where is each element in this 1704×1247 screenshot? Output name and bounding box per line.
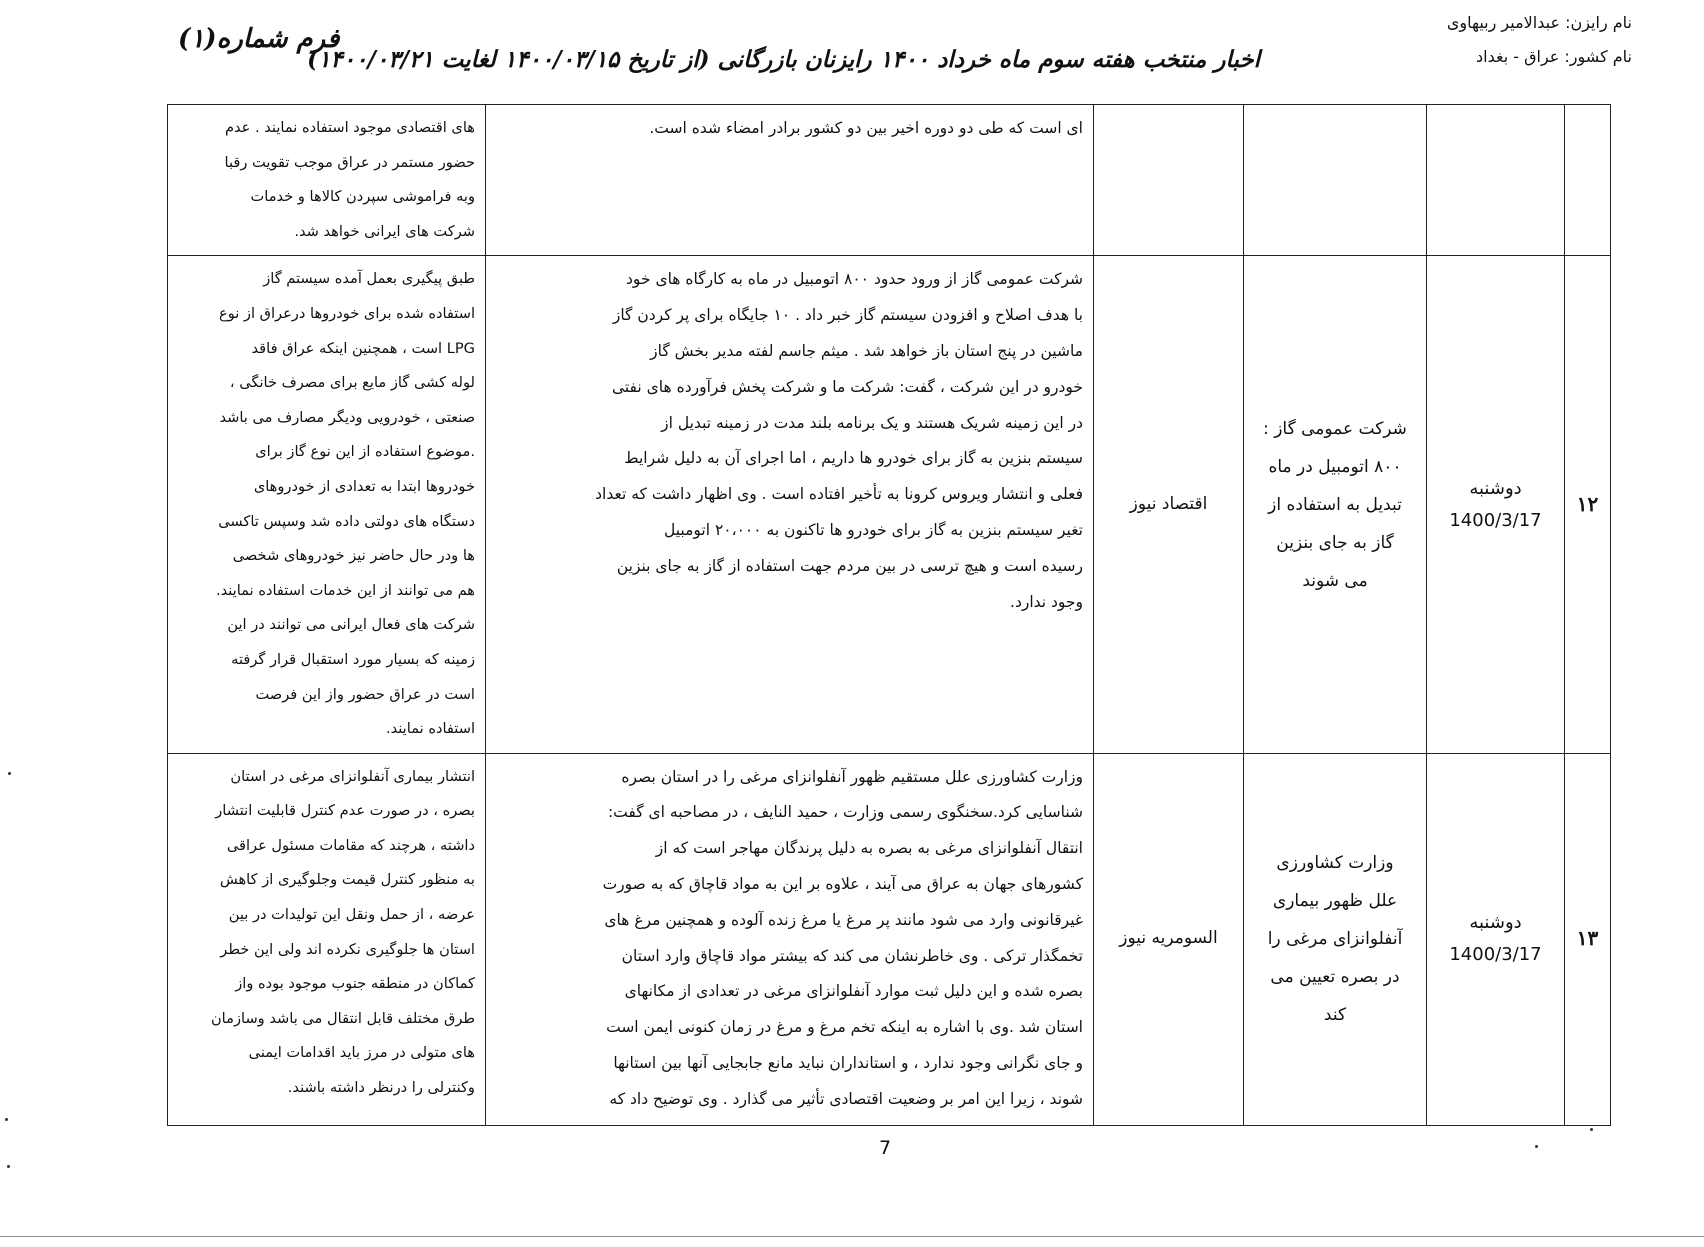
row-date: دوشنبه 1400/3/17 bbox=[1449, 477, 1542, 531]
news-title-cell bbox=[1244, 753, 1427, 1125]
news-body-cell bbox=[486, 753, 1094, 1125]
source-cell bbox=[1094, 105, 1244, 256]
scan-edge-line bbox=[0, 1236, 1704, 1237]
news-body-cell bbox=[486, 105, 1094, 256]
row-number-cell bbox=[1565, 105, 1611, 256]
news-table bbox=[167, 104, 1611, 1126]
row-number-cell bbox=[1565, 753, 1611, 1125]
news-source bbox=[1094, 105, 1243, 117]
analysis-cell bbox=[168, 105, 486, 256]
news-analysis: های اقتصادی موجود استفاده نمایند . عدم حضور مستمر در عراق موجب تقویت رقبا وبه فراموشی سپردن کالاها و خدمات شرکت های ایرانی خواهد شد. bbox=[224, 119, 475, 240]
scan-speck bbox=[8, 772, 11, 775]
page-number: 7 bbox=[878, 1137, 892, 1159]
news-analysis: طبق پیگیری بعمل آمده سیستم گاز استفاده شده برای خودروها درعراق از نوع LPG است ، همچنین اینکه عراق فاقد لوله کشی گاز مایع برای مصرف خانگی ، صنعتی ، خودرویی ودیگر مصارف می باشد .موضوع استفاده از این نوع گاز برای خودروها ابتدا به تعدادی از خودروهای دستگاه های دولتی داده شد وسپس تاکسی ها ودر حال حاضر نیز خودروهای شخصی هم می توانند از این خدمات استفاده نمایند. شرکت های فعال ایرانی می توانند در این زمینه که بسیار مورد استقبال قرار گرفته است در عراق حضور واز این فرصت استفاده نمایند. bbox=[215, 270, 475, 738]
news-title: شرکت عمومی گاز : ۸۰۰ اتومبیل در ماه تبدیل به استفاده از گاز به جای بنزین می شوند bbox=[1263, 418, 1407, 591]
reporter-name: نام رایزن: عبدالامیر ربیهاوی bbox=[1446, 13, 1632, 32]
news-body: وزارت کشاورزی علل مستقیم ظهور آنفلوانزای مرغی را در استان بصره شناسایی کرد.سخنگوی رسمی وزارت ، حمید النایف ، در مصاحبه ای گفت: انتقال آنفلوانزای مرغی به بصره به دلیل پرندگان مهاجر است که از کشورهای جهان به عراق می آیند ، علاوه بر این به مواد قاچاق که به صورت غیرقانونی وارد می شود مانند پر مرغ یا مرغ زنده آلوده و همچنین مرغ های تخمگذار ترکی . وی خاطرنشان می کند که بیشتر مواد قاچاق وارد استان بصره شده و این دلیل ثبت موارد آنفلوانزای مرغی در تعدادی از مکانهای استان شد .وی با اشاره به اینکه تخم مرغ و مرغ در زمان کنونی ایمن است و جای نگرانی وجود ندارد ، و استانداران نباید مانع جابجایی آنها بین استانها شوند ، زیرا این امر بر وضعیت اقتصادی تأثیر می گذارد . وی توضیح داد که bbox=[602, 767, 1083, 1108]
news-source: اقتصاد نیوز bbox=[1129, 493, 1208, 514]
news-title-cell bbox=[1244, 105, 1427, 256]
row-date: دوشنبه 1400/3/17 bbox=[1449, 912, 1542, 966]
row-number: ۱۲ bbox=[1576, 491, 1599, 516]
table-row bbox=[168, 105, 1611, 256]
table-row bbox=[168, 256, 1611, 753]
news-title: وزارت کشاورزی علل ظهور بیماری آنفلوانزای مرغی را در بصره تعیین می کند bbox=[1267, 853, 1403, 1026]
analysis-cell bbox=[168, 256, 486, 753]
source-cell bbox=[1094, 256, 1244, 753]
news-source: السومریه نیوز bbox=[1119, 928, 1218, 949]
source-cell bbox=[1094, 753, 1244, 1125]
page-title: اخبار منتخب هفته سوم ماه خرداد ۱۴۰۰ رایزنان بازرگانی (از تاریخ ۱۴۰۰/۰۳/۱۵ لغایت ۱۴۰۰/۰۳/۲۱) bbox=[307, 46, 1260, 73]
form-number: فرم شماره(۱) bbox=[178, 24, 340, 54]
date-cell bbox=[1427, 105, 1565, 256]
row-number bbox=[1565, 105, 1610, 117]
scan-speck bbox=[7, 1165, 10, 1168]
row-number-cell bbox=[1565, 256, 1611, 753]
news-body-cell bbox=[486, 256, 1094, 753]
news-title-cell bbox=[1244, 256, 1427, 753]
date-cell bbox=[1427, 753, 1565, 1125]
header-info bbox=[1312, 6, 1632, 74]
row-date bbox=[1427, 105, 1564, 117]
scan-speck bbox=[1590, 1128, 1593, 1131]
news-body: ای است که طی دو دوره اخیر بین دو کشور برادر امضاء شده است. bbox=[649, 119, 1083, 137]
table-row bbox=[168, 753, 1611, 1125]
news-title bbox=[1244, 105, 1426, 117]
date-cell bbox=[1427, 256, 1565, 753]
country-name: نام کشور: عراق - بغداد bbox=[1476, 47, 1632, 66]
scan-speck bbox=[5, 1118, 8, 1121]
scan-speck bbox=[1535, 1145, 1538, 1148]
analysis-cell bbox=[168, 753, 486, 1125]
row-number: ۱۳ bbox=[1576, 926, 1599, 951]
news-analysis: انتشار بیماری آنفلوانزای مرغی در استان بصره ، در صورت عدم کنترل قابلیت انتشار داشته ، هرچند که مقامات مسئول عراقی به منظور کنترل قیمت وجلوگیری از کاهش عرضه ، از حمل ونقل این تولیدات در بین استان ها جلوگیری نکرده اند ولی این خطر کماکان در منطقه جنوب موجود بوده واز طرق مختلف قابل انتقال می باشد وسازمان های متولی در مرز باید اقدامات ایمنی وکنترلی را درنظر داشته باشند. bbox=[210, 767, 475, 1097]
news-body: شرکت عمومی گاز از ورود حدود ۸۰۰ اتومبیل در ماه به کارگاه های خود با هدف اصلاح و افزودن سیستم گاز خبر داد . ۱۰ جایگاه برای پر کردن گاز ماشین در پنج استان باز خواهد شد . میثم جاسم لفته مدیر بخش گاز خودرو در این شرکت ، گفت: شرکت ما و شرکت پخش فرآورده های نفتی در این زمینه شریک هستند و یک برنامه بلند مدت در زمینه تبدیل از سیستم بنزین به گاز برای خودرو ها داریم ، اما اجرای آن به دلیل شرایط فعلی و انتشار ویروس کرونا به تأخیر افتاده است . وی اظهار داشت که تعداد تغیر سیستم بنزین به گاز برای خودرو ها تاکنون به ۲۰،۰۰۰ اتومبیل رسیده است و هیچ ترسی در بین مردم جهت استفاده از گاز به جای بنزین وجود ندارد. bbox=[595, 270, 1083, 611]
